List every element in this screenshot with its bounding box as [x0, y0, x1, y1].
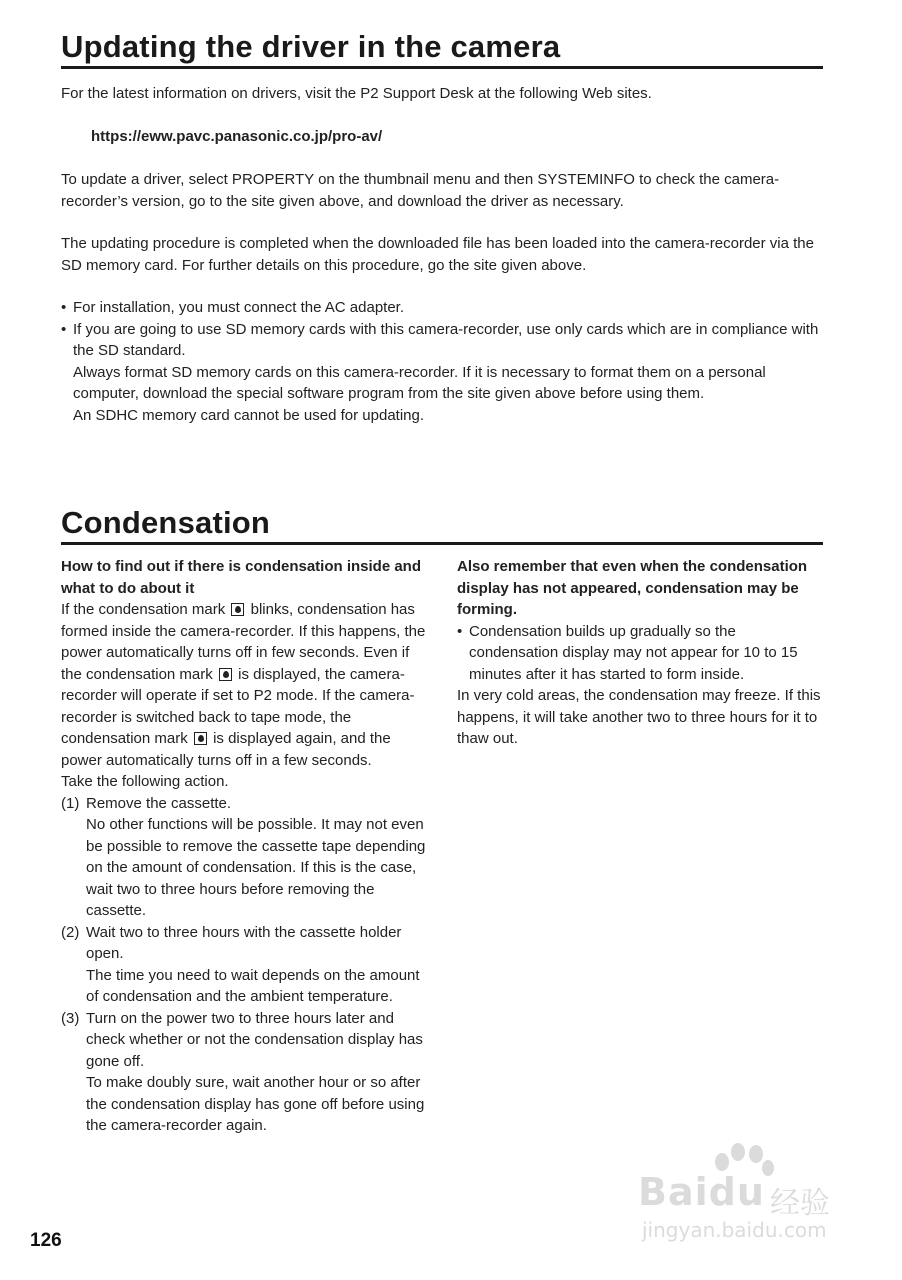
condensation-left-column: [61, 556, 433, 1137]
title-rule: [61, 66, 823, 69]
gradual-buildup-note: • Condensation builds up gradually so the condensation display may not appear for 10 to 15 minutes after it has started to form inside.: [457, 621, 829, 686]
driver-intro: For the latest information on drivers, visit the P2 Support Desk at the following Web sites.: [61, 85, 652, 102]
watermark-url: jingyan.baidu.com: [642, 1218, 827, 1242]
step-item: (3) Turn on the power two to three hours later and check whether or not the condensation display has gone off. To make doubly sure, wait another hour or so after the condensation display has gone off before using the camera-recorder again.: [61, 1008, 433, 1137]
note-sdhc: An SDHC memory card cannot be used for updating.: [73, 406, 425, 424]
section-title-condensation: Condensation: [61, 505, 271, 540]
left-heading: How to find out if there is condensation inside and what to do about it: [61, 558, 422, 597]
watermark-cn: 经验: [770, 1186, 830, 1221]
driver-paragraph-2: To update a driver, select PROPERTY on the thumbnail menu and then SYSTEMINFO to check the camera-recorder’s version, go to the site given above, and download the driver as necessary.: [61, 171, 780, 210]
note-sd-format: Always format SD memory cards on this camera-recorder. If it is necessary to format them on a personal computer, download the special software program from the site given above before using them.: [73, 363, 766, 402]
condensation-mark-icon: [231, 603, 244, 616]
step-text: Turn on the power two to three hours later and check whether or not the condensation display has gone off.: [86, 1009, 423, 1070]
step-text: Remove the cassette.: [86, 794, 232, 812]
driver-notes: [61, 297, 831, 426]
note-ac-adapter: • For installation, you must connect the AC adapter.: [61, 297, 831, 319]
step-note: To make doubly sure, wait another hour or so after the condensation display has gone off before using the camera-recorder again.: [86, 1074, 425, 1134]
cold-area-note: In very cold areas, the condensation may freeze. If this happens, it will take another two to three hours for it to thaw out.: [457, 687, 821, 747]
baidu-watermark: [632, 1140, 852, 1250]
step-note: No other functions will be possible. It may not even be possible to remove the cassette tape depending on the amount of condensation. If this is the case, wait two to three hours before removing the cassette.: [86, 816, 426, 919]
page-number: 126: [30, 1230, 62, 1251]
condensation-mark-icon: [194, 732, 207, 745]
step-item: (2) Wait two to three hours with the cassette holder open. The time you need to wait depends on the amount of condensation and the ambient temperature.: [61, 922, 433, 1008]
section-title-driver: Updating the driver in the camera: [61, 29, 561, 64]
action-steps: [61, 793, 433, 1137]
right-heading: Also remember that even when the condensation display has not appeared, condensation may be forming.: [457, 558, 808, 618]
step-text: Wait two to three hours with the cassette holder open.: [86, 923, 402, 962]
action-intro: Take the following action.: [61, 773, 229, 790]
step-item: (1) Remove the cassette. No other functions will be possible. It may not even be possible to remove the cassette tape depending on the amount of condensation. If this is the case, wait two to three hours before removing the cassette.: [61, 793, 433, 922]
driver-paragraph-3: The updating procedure is completed when the downloaded file has been loaded into the camera-recorder via the SD memory card. For further details on this procedure, go the site given above.: [61, 235, 814, 274]
title-rule: [61, 542, 823, 545]
support-url: https://eww.pavc.panasonic.co.jp/pro-av/: [91, 128, 383, 145]
note-sd-cards: [61, 319, 831, 427]
condensation-explanation: If the condensation mark blinks, condensation has formed inside the camera-recorder. If this happens, the power automatically turns off in few seconds. Even if the condensation mark is displayed, the camera-recorder will operate if set to P2 mode. If the camera-recorder is switched back to tape mode, the condensation mark is displayed again, and the power automatically turns off in a few seconds.: [61, 601, 426, 769]
condensation-mark-icon: [219, 668, 232, 681]
watermark-logo: Baidu: [638, 1170, 765, 1214]
condensation-right-column: [457, 556, 829, 750]
note-sd-standard: • If you are going to use SD memory cards with this camera-recorder, use only cards which are in compliance with the SD standard.: [73, 320, 819, 359]
step-note: The time you need to wait depends on the amount of condensation and the ambient temperature.: [86, 966, 420, 1005]
